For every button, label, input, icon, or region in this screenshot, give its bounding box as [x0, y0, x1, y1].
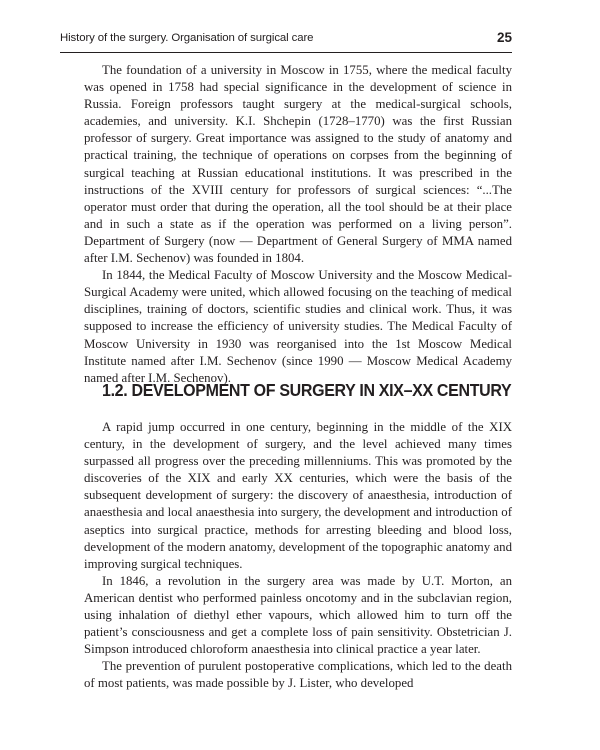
paragraph-moscow-university: The foundation of a university in Moscow in 1755, where the medical faculty was opened in 1758 had special significance in the development of science in Russia. Foreign professors taught surgery at the medical-surgical schools, academies, and university. K.I. Shchepin (1728–1770) was the first Russian professor of surgery. Great importance was assigned to the study of anatomy and practical training, the technique of operations on corpses from the beginning of surgical teaching at Russian educational institutions. It was prescribed in the instructions of the XVIII century for professors of surgical sciences: “...The operator must order that during the operation, all the tool should be at their place and in such a state as if the operation was performed on a living person”. Department of Surgery (now — Department of General Surgery of MMA named after I.M. Sechenov) was founded in 1804.	[84, 63, 512, 266]
page-number: 25	[496, 30, 512, 45]
section-1-2-body	[84, 419, 512, 693]
paragraph-morton-anaesthesia: In 1846, a revolution in the surgery area was made by U.T. Morton, an American dentist who performed painless oncotomy and in the subclavian region, using inhalation of diethyl ether vapours, which allowed him to turn off the patient’s consciousness and get a complete loss of pain sensitivity. Obstetrician J. Simpson introduced chloroform anaesthesia into clinical practice a year later.	[84, 573, 512, 657]
running-head	[60, 30, 512, 53]
running-head-title: History of the surgery. Organisation of surgical care	[60, 32, 314, 44]
paragraph-rapid-jump: A rapid jump occurred in one century, beginning in the middle of the XIX century, in the development of surgery, and the level achieved many times surpassed all progress over the preceding millenniums. This was promoted by the discoveries of the XIX and early XX centuries, which were the basis of the subsequent development of surgery: the discovery of anaesthesia, introduction of anaesthesia and local anaesthesia into surgery, the development and introduction of aseptics into surgical practice, methods for arresting bleeding and blood loss, development of the modern anatomy, development of the topographic anatomy and improving surgical techniques.	[84, 420, 512, 571]
section-1-1-continuation	[84, 62, 512, 387]
paragraph-medical-faculty-union: In 1844, the Medical Faculty of Moscow University and the Moscow Medical-Surgical Academy were united, which allowed focusing on the teaching of medical disciplines, training of doctors, scientific studies and clinical work. Thus, it was supposed to increase the efficiency of university studies. The Medical Faculty of Moscow University in 1930 was reorganised into the 1st Moscow Medical Institute named after I.M. Sechenov (since 1990 — Moscow Medical Academy named after I.M. Sechenov).	[84, 268, 512, 385]
paragraph-lister-prevention: The prevention of purulent postoperative complications, which led to the death of most patients, was made possible by J. Lister, who developed	[84, 659, 512, 691]
section-heading: 1.2. DEVELOPMENT OF SURGERY IN XIX–XX CENTURY	[102, 380, 512, 400]
